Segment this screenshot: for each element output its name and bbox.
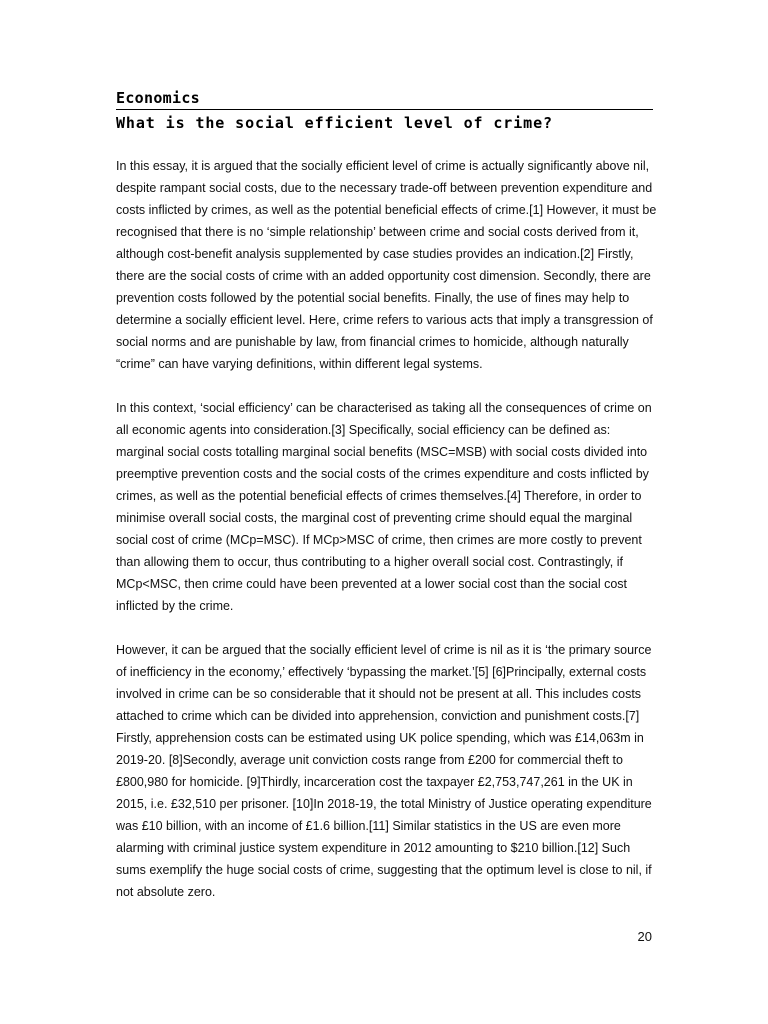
page-number: 20 xyxy=(637,929,652,944)
heading-rule xyxy=(116,109,653,110)
paragraph-3: However, it can be argued that the socially efficient level of crime is nil as it is ‘the primary source of inefficiency in the economy,’ effectively ‘bypassing the market.’[5] [6]Principally, external costs involved in crime can be so considerable that it should not be present at all. This includes costs attached to crime which can be divided into apprehension, conviction and punishment costs.[7] Firstly, apprehension costs can be estimated using UK police spending, which was £14,063m in 2019-20. [8]Secondly, average unit conviction costs range from £200 for commercial theft to £800,980 for homicide. [9]Thirdly, incarceration cost the taxpayer £2,753,747,261 in the UK in 2015, i.e. £32,510 per prisoner. [10]In 2018-19, the total Ministry of Justice operating expenditure was £10 billion, with an income of £1.6 billion.[11] Similar statistics in the US are even more alarming with criminal justice system expenditure in 2012 amounting to $210 billion.[12] Such sums exemplify the huge social costs of crime, suggesting that the optimum level is close to nil, if not absolute zero. xyxy=(116,643,652,899)
page-title: What is the social efficient level of crime? xyxy=(116,114,553,132)
subject-heading: Economics xyxy=(116,89,200,107)
essay-body xyxy=(116,155,661,903)
paragraph-1: In this essay, it is argued that the socially efficient level of crime is actually significantly above nil, despite rampant social costs, due to the necessary trade-off between prevention expenditure and costs inflicted by crimes, as well as the potential beneficial effects of crime.[1] However, it must be recognised that there is no ‘simple relationship’ between crime and social costs derived from it, although cost-benefit analysis supplemented by case studies provides an indication.[2] Firstly, there are the social costs of crime with an added opportunity cost dimension. Secondly, there are prevention costs followed by the potential social benefits. Finally, the use of fines may help to determine a socially efficient level. Here, crime refers to various acts that imply a transgression of social norms and are punishable by law, from financial crimes to homicide, although naturally “crime” can have varying definitions, within different legal systems. xyxy=(116,159,657,371)
paragraph-2: In this context, ‘social efficiency’ can be characterised as taking all the consequences of crime on all economic agents into consideration.[3] Specifically, social efficiency can be defined as: marginal social costs totalling marginal social benefits (MSC=MSB) with social costs divided into preemptive prevention costs and the social costs of the crimes expenditure and costs inflicted by crimes, as well as the potential beneficial effects of crimes themselves.[4] Therefore, in order to minimise overall social costs, the marginal cost of preventing crime should equal the marginal social cost of crime (MCp=MSC). If MCp>MSC of crime, then crimes are more costly to prevent than allowing them to occur, thus contributing to a higher overall social cost. Contrastingly, if MCp<MSC, then crime could have been prevented at a lower social cost than the social cost inflicted by the crime. xyxy=(116,401,652,613)
